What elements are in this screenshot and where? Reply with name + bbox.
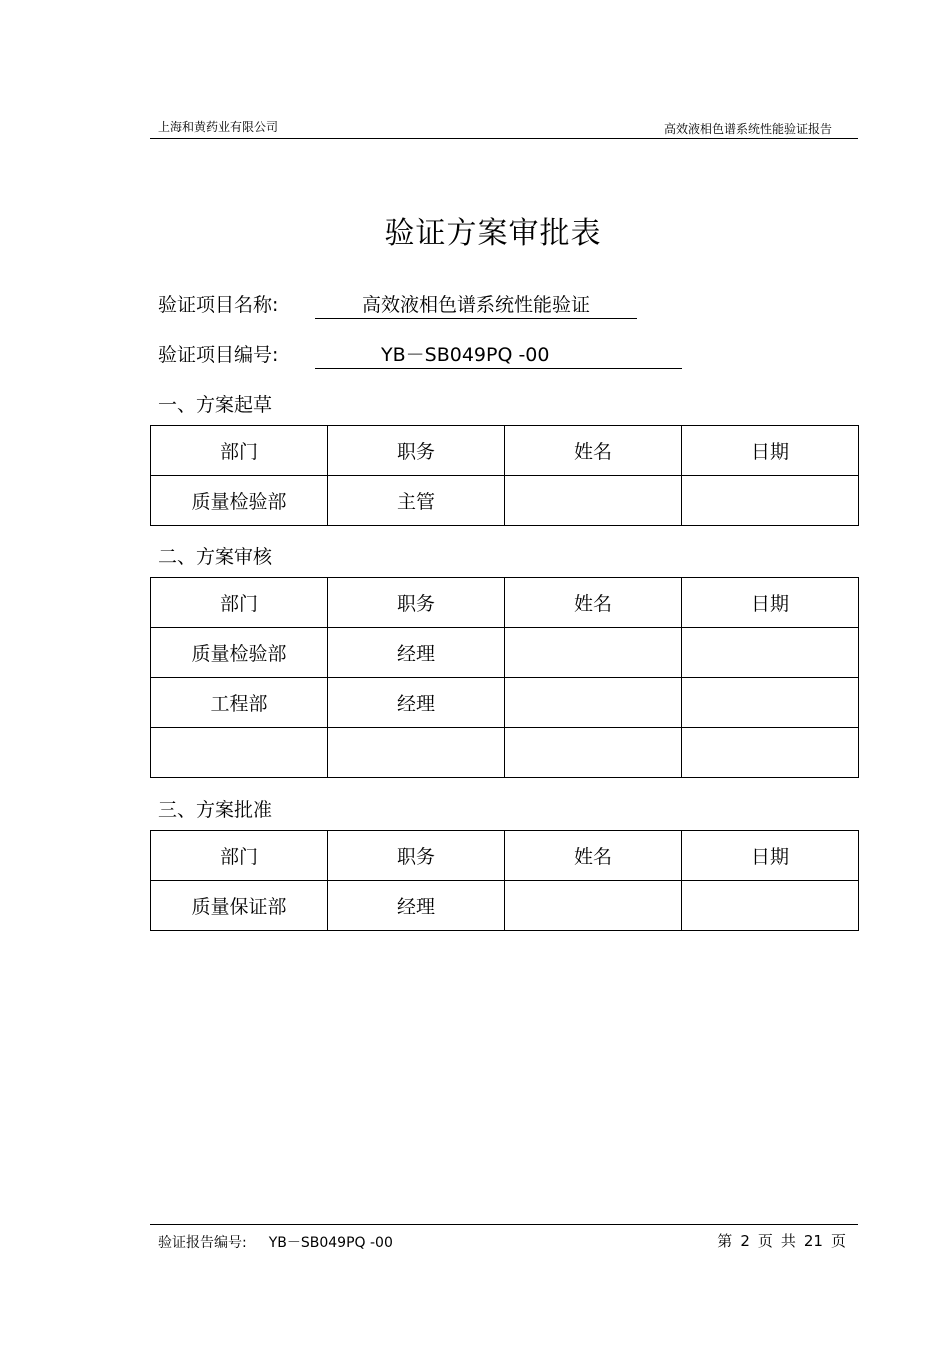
cell-date[interactable] xyxy=(682,881,859,931)
header-cell-department: 部门 xyxy=(151,426,328,476)
project-code-label: 验证项目编号: xyxy=(158,344,279,366)
project-code-value xyxy=(315,340,682,369)
header-company: 上海和黄药业有限公司 xyxy=(158,120,279,134)
cell-date[interactable] xyxy=(682,476,859,526)
header-cell-position: 职务 xyxy=(328,426,505,476)
cell-name[interactable] xyxy=(505,728,682,778)
page-total-prefix: 共 xyxy=(780,1232,796,1250)
cell-department: 质量检验部 xyxy=(151,476,328,526)
footer-code-value: YB－SB049PQ -00 xyxy=(268,1235,393,1251)
draft-table xyxy=(150,425,859,526)
cell-date[interactable] xyxy=(682,628,859,678)
cell-position[interactable] xyxy=(328,728,505,778)
header-cell-date: 日期 xyxy=(682,831,859,881)
table-row xyxy=(151,728,859,778)
header-cell-date: 日期 xyxy=(682,426,859,476)
table-header-row xyxy=(151,426,859,476)
page-current: 2 xyxy=(740,1232,750,1250)
header-cell-position: 职务 xyxy=(328,831,505,881)
table-row xyxy=(151,628,859,678)
review-table xyxy=(150,577,859,778)
table-header-row xyxy=(151,578,859,628)
project-name-label: 验证项目名称: xyxy=(158,294,279,316)
cell-name[interactable] xyxy=(505,476,682,526)
cell-department: 质量检验部 xyxy=(151,628,328,678)
header-cell-department: 部门 xyxy=(151,578,328,628)
section-approval-title: 三、方案批准 xyxy=(158,799,273,821)
header-cell-department: 部门 xyxy=(151,831,328,881)
page-total: 21 xyxy=(803,1232,823,1250)
cell-date[interactable] xyxy=(682,678,859,728)
header-cell-date: 日期 xyxy=(682,578,859,628)
cell-position: 经理 xyxy=(328,678,505,728)
cell-position: 经理 xyxy=(328,628,505,678)
project-code-field xyxy=(158,340,550,367)
table-row xyxy=(151,476,859,526)
header-cell-name: 姓名 xyxy=(505,831,682,881)
cell-position: 经理 xyxy=(328,881,505,931)
header-cell-name: 姓名 xyxy=(505,578,682,628)
cell-date[interactable] xyxy=(682,728,859,778)
cell-name[interactable] xyxy=(505,628,682,678)
table-header-row xyxy=(151,831,859,881)
page-mid: 页 xyxy=(757,1232,773,1250)
footer-divider xyxy=(150,1224,858,1225)
header-cell-position: 职务 xyxy=(328,578,505,628)
project-name-field xyxy=(158,290,590,317)
cell-department[interactable] xyxy=(151,728,328,778)
header-report-name: 高效液相色谱系统性能验证报告 xyxy=(663,122,832,136)
footer-page-number xyxy=(713,1230,850,1251)
header-divider xyxy=(150,138,858,139)
project-name-value: 高效液相色谱系统性能验证 xyxy=(315,290,637,319)
footer-code-label: 验证报告编号: xyxy=(158,1235,247,1251)
footer-report-code xyxy=(158,1232,393,1252)
cell-position: 主管 xyxy=(328,476,505,526)
cell-department: 质量保证部 xyxy=(151,881,328,931)
page-prefix: 第 xyxy=(717,1232,733,1250)
section-review-title: 二、方案审核 xyxy=(158,546,273,568)
page-suffix: 页 xyxy=(830,1232,846,1250)
approval-table xyxy=(150,830,859,931)
section-draft-title: 一、方案起草 xyxy=(158,394,273,416)
cell-department: 工程部 xyxy=(151,678,328,728)
project-code-text: YB－SB049PQ -00 xyxy=(381,344,550,366)
cell-name[interactable] xyxy=(505,881,682,931)
page-title: 验证方案审批表 xyxy=(384,216,602,251)
header-cell-name: 姓名 xyxy=(505,426,682,476)
table-row xyxy=(151,678,859,728)
table-row xyxy=(151,881,859,931)
cell-name[interactable] xyxy=(505,678,682,728)
